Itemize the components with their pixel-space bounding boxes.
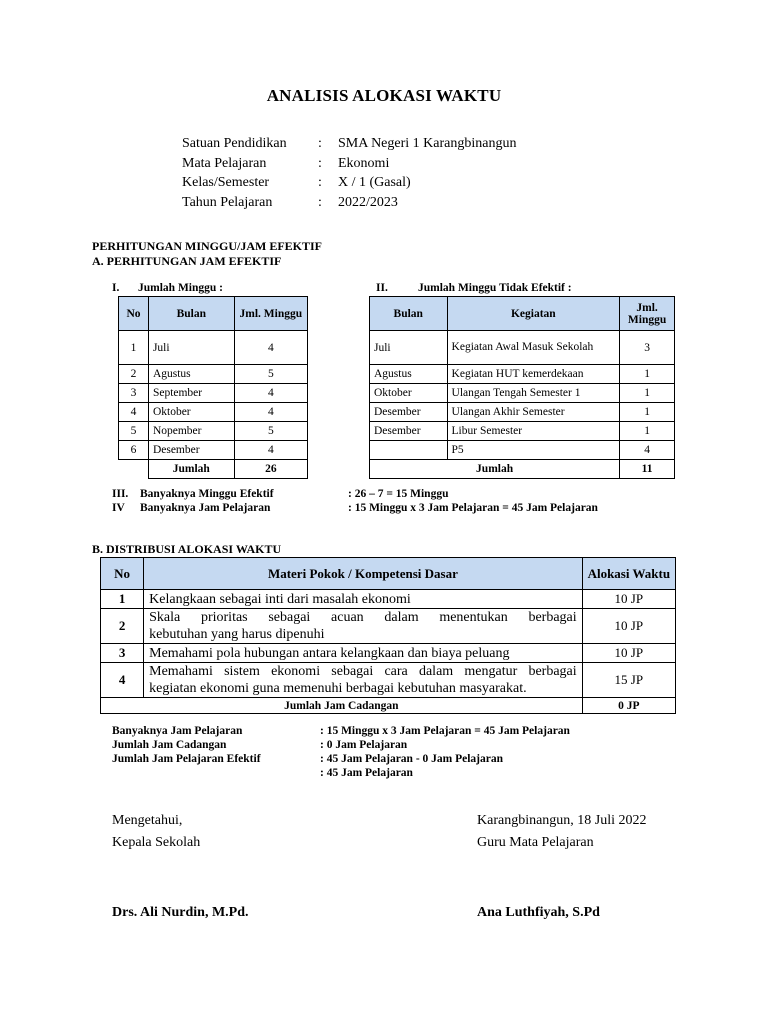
info-value: 2022/2023	[338, 194, 398, 210]
table-row	[370, 441, 675, 460]
cell-weeks: 1	[620, 384, 675, 403]
cell-month: Nopember	[148, 422, 234, 441]
info-separator: :	[318, 136, 322, 151]
info-label: Kelas/Semester	[182, 175, 270, 190]
summary-label: Jumlah Jam Pelajaran Efektif	[112, 753, 261, 765]
cell-no: 3	[101, 644, 144, 663]
header-weeks: Jml. Minggu	[234, 297, 307, 331]
teacher-name: Ana Luthfiyah, S.Pd	[477, 905, 600, 920]
cell-weeks: 1	[620, 422, 675, 441]
cell-activity: Kegiatan HUT kemerdekaan	[447, 365, 620, 384]
info-row-school	[182, 134, 516, 154]
cell-material	[144, 609, 583, 644]
hours-summary	[112, 724, 570, 780]
total-label: Jumlah	[370, 460, 620, 479]
cell-month: Desember	[148, 441, 234, 460]
info-row-year	[182, 193, 516, 213]
table-row	[370, 403, 675, 422]
distribution-table	[100, 557, 676, 714]
cell-activity: Ulangan Akhir Semester	[447, 403, 620, 422]
header-month: Bulan	[148, 297, 234, 331]
effective-row	[112, 501, 598, 515]
cell-material	[144, 663, 583, 698]
info-value: SMA Negeri 1 Karangbinangun	[338, 136, 517, 151]
header-no: No	[119, 297, 149, 331]
table-row	[119, 422, 308, 441]
table-row	[119, 403, 308, 422]
table-total-row	[119, 460, 308, 479]
table-row	[370, 331, 675, 365]
info-value: Ekonomi	[338, 155, 390, 171]
cell-empty	[119, 460, 149, 479]
summary-label	[112, 766, 320, 780]
weeks-table	[118, 296, 308, 479]
cell-month: Juli	[148, 331, 234, 365]
header-no: No	[101, 558, 144, 590]
signature-left	[112, 810, 200, 854]
material-line: kegiatan ekonomi guna memenuhi berbagai kebutuhan masyarakat.	[149, 681, 527, 696]
table1-caption-text: Jumlah Minggu :	[138, 282, 223, 294]
summary-value: : 45 Jam Pelajaran	[320, 767, 413, 779]
table-total-row	[101, 698, 676, 714]
identity-block	[182, 134, 516, 212]
principal-name: Drs. Ali Nurdin, M.Pd.	[112, 905, 249, 920]
cell-weeks: 1	[620, 403, 675, 422]
cell-activity: P5	[447, 441, 620, 460]
cell-month: Desember	[370, 403, 448, 422]
info-row-class	[182, 173, 516, 193]
cell-activity: Kegiatan Awal Masuk Sekolah	[447, 331, 620, 365]
cell-month: Juli	[370, 331, 448, 365]
cell-no: 6	[119, 441, 149, 460]
cell-weeks: 5	[234, 365, 307, 384]
principal-title: Kepala Sekolah	[112, 835, 201, 850]
cell-no: 1	[119, 331, 149, 365]
table-row	[101, 644, 676, 663]
cell-month	[370, 441, 448, 460]
cell-weeks: 4	[234, 384, 307, 403]
table1-caption-number: I.	[112, 282, 120, 294]
effective-label: Banyaknya Jam Pelajaran	[140, 502, 271, 514]
table-row	[101, 663, 676, 698]
cell-weeks: 5	[234, 422, 307, 441]
info-label: Satuan Pendidikan	[182, 136, 287, 151]
material-line: Memahami sistem ekonomi sebagai cara dalam mengatur berbagai	[149, 664, 577, 679]
place-date: Karangbinangun, 18 Juli 2022	[477, 813, 647, 828]
cell-no: 4	[101, 663, 144, 698]
total-label: Jumlah Jam Cadangan	[101, 698, 583, 714]
effective-value: : 26 – 7 = 15 Minggu	[348, 488, 449, 500]
material-line: Skala prioritas sebagai acuan dalam menentukan berbagai	[149, 610, 577, 625]
info-label: Tahun Pelajaran	[182, 194, 273, 210]
cell-month: Oktober	[370, 384, 448, 403]
table2-caption-number: II.	[376, 282, 388, 294]
effective-value: : 15 Minggu x 3 Jam Pelajaran = 45 Jam Pelajaran	[348, 502, 598, 514]
header-weeks: Jml. Minggu	[620, 297, 675, 331]
table-row	[370, 422, 675, 441]
cell-activity: Ulangan Tengah Semester 1	[447, 384, 620, 403]
table1-caption	[112, 282, 223, 294]
info-separator: :	[318, 155, 322, 171]
cell-month: Agustus	[370, 365, 448, 384]
effective-summary	[112, 487, 598, 515]
cell-weeks: 1	[620, 365, 675, 384]
info-separator: :	[318, 194, 322, 210]
info-separator: :	[318, 175, 322, 190]
info-label: Mata Pelajaran	[182, 155, 267, 171]
total-value: 26	[234, 460, 307, 479]
cell-weeks: 4	[620, 441, 675, 460]
cell-material	[144, 644, 583, 663]
info-row-subject	[182, 154, 516, 174]
summary-value: : 15 Minggu x 3 Jam Pelajaran = 45 Jam Pelajaran	[320, 725, 570, 737]
effective-num: IV	[112, 502, 125, 514]
cell-weeks: 4	[234, 403, 307, 422]
header-allocation: Alokasi Waktu	[582, 558, 675, 590]
table-total-row	[370, 460, 675, 479]
signature-right	[477, 810, 647, 854]
material-line: Kelangkaan sebagai inti dari masalah ekonomi	[149, 591, 411, 607]
cell-no: 3	[119, 384, 149, 403]
cell-no: 1	[101, 590, 144, 609]
cell-activity: Libur Semester	[447, 422, 620, 441]
header-activity: Kegiatan	[447, 297, 620, 331]
table-row	[119, 441, 308, 460]
summary-row	[112, 724, 570, 738]
cell-weeks: 4	[234, 441, 307, 460]
summary-value: : 45 Jam Pelajaran - 0 Jam Pelajaran	[320, 753, 504, 765]
summary-value: : 0 Jam Pelajaran	[320, 739, 408, 751]
summary-label: Banyaknya Jam Pelajaran	[112, 725, 243, 737]
document-title: ANALISIS ALOKASI WAKTU	[266, 86, 502, 105]
cell-month: Oktober	[148, 403, 234, 422]
table-row	[370, 365, 675, 384]
cell-allocation: 10 JP	[582, 590, 675, 609]
summary-label: Jumlah Jam Cadangan	[112, 739, 227, 751]
cell-allocation: 10 JP	[582, 644, 675, 663]
summary-row	[112, 738, 570, 752]
cell-no: 2	[101, 609, 144, 644]
total-label: Jumlah	[148, 460, 234, 479]
section-a-heading: A. PERHITUNGAN JAM EFEKTIF	[92, 254, 282, 268]
table2-caption-text: Jumlah Minggu Tidak Efektif :	[418, 282, 572, 294]
section-b-heading: B. DISTRIBUSI ALOKASI WAKTU	[92, 542, 282, 556]
cell-month: Desember	[370, 422, 448, 441]
header-month: Bulan	[370, 297, 448, 331]
cell-allocation: 15 JP	[582, 663, 675, 698]
material-line: Memahami pola hubungan antara kelangkaan dan biaya peluang	[149, 645, 510, 661]
table2-caption	[376, 282, 572, 294]
table-row	[101, 609, 676, 644]
summary-row	[112, 766, 570, 780]
total-value: 0 JP	[582, 698, 675, 714]
table-row	[370, 384, 675, 403]
cell-weeks: 4	[234, 331, 307, 365]
teacher-title: Guru Mata Pelajaran	[477, 835, 594, 850]
table-row	[119, 384, 308, 403]
effective-label: Banyaknya Minggu Efektif	[140, 488, 274, 500]
info-value: X / 1 (Gasal)	[338, 175, 411, 190]
cell-month: September	[148, 384, 234, 403]
summary-row	[112, 752, 570, 766]
table-row	[101, 590, 676, 609]
cell-allocation: 10 JP	[582, 609, 675, 644]
cell-no: 2	[119, 365, 149, 384]
non-effective-weeks-table	[369, 296, 675, 479]
table-row	[119, 365, 308, 384]
cell-material	[144, 590, 583, 609]
material-line: kebutuhan yang harus dipenuhi	[149, 627, 325, 642]
cell-weeks: 3	[620, 331, 675, 365]
effective-num: III.	[112, 488, 129, 500]
effective-row	[112, 487, 598, 501]
table-row	[119, 331, 308, 365]
header-material: Materi Pokok / Kompetensi Dasar	[144, 558, 583, 590]
cell-month: Agustus	[148, 365, 234, 384]
cell-no: 5	[119, 422, 149, 441]
cell-no: 4	[119, 403, 149, 422]
section-heading: PERHITUNGAN MINGGU/JAM EFEKTIF	[92, 239, 323, 253]
acknowledged-label: Mengetahui,	[112, 813, 183, 828]
total-value: 11	[620, 460, 675, 479]
